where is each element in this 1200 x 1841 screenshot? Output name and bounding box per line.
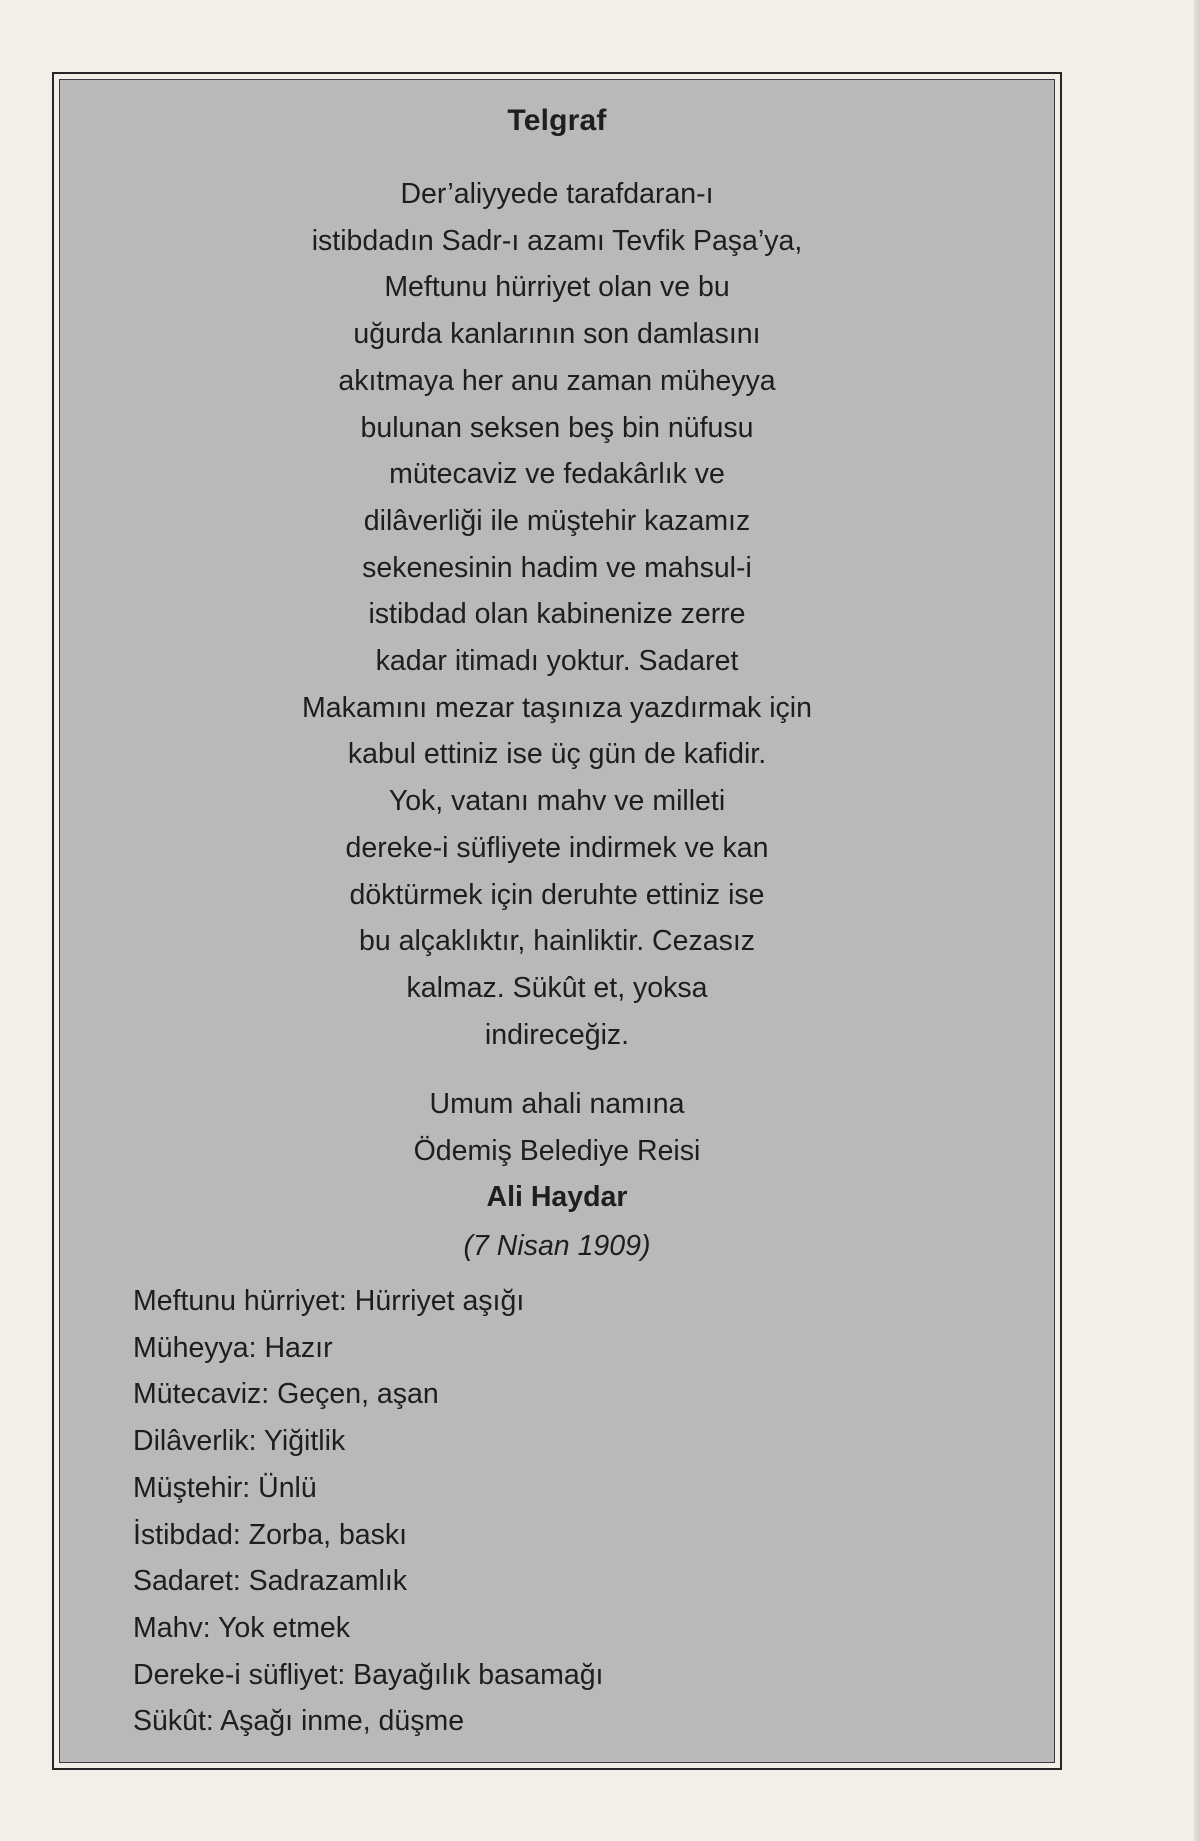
glossary-item: İstibdad: Zorba, baskı [133,1518,408,1551]
body-line: bulunan seksen beş bin nüfusu [360,411,754,444]
glossary-item: Sadaret: Sadrazamlık [133,1565,408,1598]
telegram-body [60,171,1054,1058]
glossary-item: Mütecaviz: Geçen, aşan [133,1378,439,1411]
glossary-item: Dilâverlik: Yiğitlik [133,1425,346,1458]
body-line: uğurda kanlarının son damlasını [353,318,761,351]
body-line: dereke-i süfliyete indirmek ve kan [345,831,769,864]
signature-title: Ödemiş Belediye Reisi [413,1134,701,1167]
signature-name: Ali Haydar [486,1181,628,1214]
body-line: indireceğiz. [484,1018,630,1051]
glossary-item: Dereke-i süfliyet: Bayağılık basamağı [133,1658,604,1691]
body-line: kalmaz. Sükût et, yoksa [406,971,708,1004]
glossary-item: Mahv: Yok etmek [133,1611,351,1644]
body-line: sekenesinin hadim ve mahsul-i [362,551,752,584]
signature-block [60,1081,1054,1221]
glossary-list [133,1278,603,1745]
body-line: istibdad olan kabinenize zerre [368,598,746,631]
telegram-title: Telgraf [507,104,607,137]
body-line: kadar itimadı yoktur. Sadaret [375,645,739,678]
body-line: Der’aliyyede tarafdaran-ı [400,178,714,210]
body-line: istibdadın Sadr-ı azamı Tevfik Paşa’ya, [311,224,803,257]
signature-line: Umum ahali namına [429,1088,685,1120]
glossary-item: Müheyya: Hazır [133,1331,333,1364]
body-line: Yok, vatanı mahv ve milleti [388,785,726,818]
glossary-item: Müştehir: Ünlü [133,1471,317,1504]
body-line: mütecaviz ve fedakârlık ve [389,458,725,491]
glossary-item: Meftunu hürriyet: Hürriyet aşığı [133,1285,525,1317]
body-line: döktürmek için deruhte ettiniz ise [349,878,765,911]
body-line: bu alçaklıktır, hainliktir. Cezasız [359,925,755,958]
body-line: dilâverliği ile müştehir kazamız [363,504,751,537]
page-edge [1194,0,1200,1841]
body-line: kabul ettiniz ise üç gün de kafidir. [347,738,767,771]
telegram-date: (7 Nisan 1909) [463,1230,651,1262]
body-line: Makamını mezar taşınıza yazdırmak için [302,691,812,724]
telegram-box-outer-border [52,72,1062,1770]
body-line: Meftunu hürriyet olan ve bu [384,271,730,304]
telegram-box [59,79,1055,1763]
body-line: akıtmaya her anu zaman müheyya [338,364,776,397]
glossary-item: Sükût: Aşağı inme, düşme [133,1705,465,1738]
